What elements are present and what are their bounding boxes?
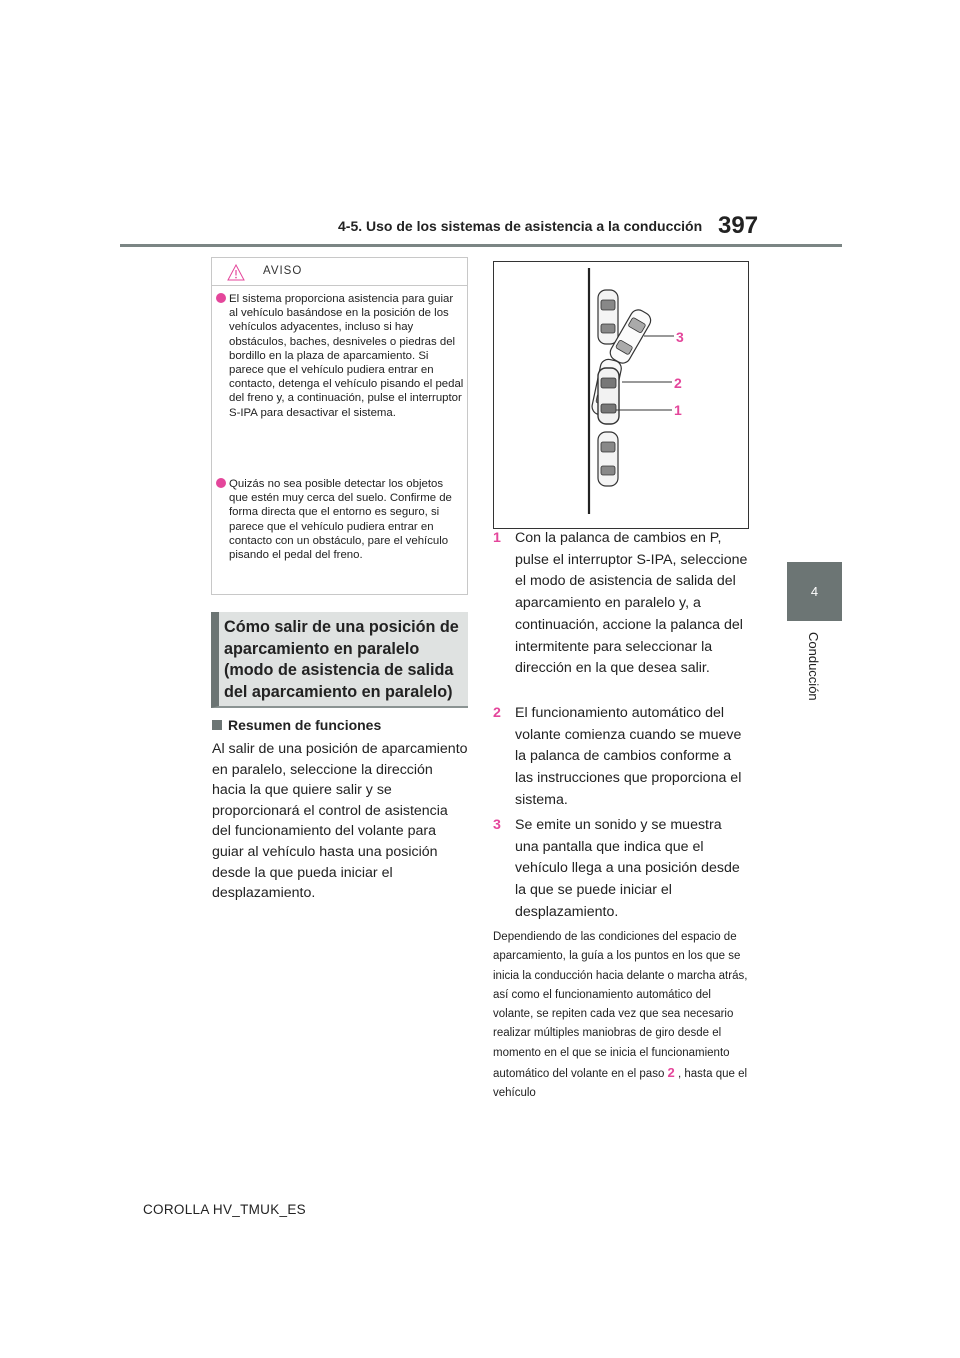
step-number: 1 <box>493 530 501 546</box>
warning-title: AVISO <box>263 265 303 277</box>
vehicle-position-1 <box>598 368 619 424</box>
summary-paragraph: Al salir de una posición de aparcamiento en paralelo, seleccione la dirección hacia la que quiere salir y se proporcionará el control de asistencia del funcionamiento del volante para guiar al vehículo hasta una posición desde la que pueda iniciar el desplazamiento. <box>212 741 468 902</box>
parking-diagram <box>494 262 748 528</box>
step-number: 2 <box>493 705 501 721</box>
callout-3: 3 <box>676 329 684 345</box>
bullet-icon <box>216 478 226 488</box>
section-heading: Cómo salir de una posición de aparcamiento en paralelo (modo de asistencia de salida del aparcamiento en paralelo) <box>224 618 459 701</box>
parked-car-front <box>598 290 618 344</box>
page-number: 397 <box>718 212 759 239</box>
step-2 <box>493 703 749 812</box>
step-text: El funcionamiento automático del volante comienza cuando se mueve la palanca de cambios conforme a las instrucciones que proporciona el sistema. <box>515 705 742 808</box>
parking-illustration <box>493 261 749 529</box>
step-1 <box>493 528 749 680</box>
bullet-icon <box>216 293 226 303</box>
warning-item-text: Quizás no sea posible detectar los objetos que estén muy cerca del suelo. Confirme de forma directa que el entorno es seguro, si parece que el vehículo pudiera entrar en contacto con un obstáculo, pare el vehículo pisando el pedal del freno. <box>229 478 452 562</box>
note-paragraph <box>493 928 749 1104</box>
chapter-label: Conducción <box>806 632 821 701</box>
note-text-end: , hasta que el vehículo <box>493 1068 748 1100</box>
warning-triangle-icon <box>227 264 245 281</box>
summary-title: Resumen de funciones <box>228 717 382 733</box>
note-text: Dependiendo de las condiciones del espacio de aparcamiento, la guía a los puntos en los que se inicia la conducción hacia delante o marcha atrás, así como el funcionamiento automático del volante, se repiten cada vez que sea necesario realizar múltiples maniobras de giro desde el momento en el que se inicia el funcionamiento automático del volante en el paso <box>493 931 748 1081</box>
footer-model: COROLLA HV_TMUK_ES <box>143 1202 306 1217</box>
step-text: Se emite un sonido y se muestra una pantalla que indica que el vehículo llega a una posición desde la que se puede iniciar el desplazamiento. <box>515 817 740 920</box>
section-title: 4-5. Uso de los sistemas de asistencia a la conducción <box>338 218 703 234</box>
header-rule <box>120 244 842 247</box>
callout-1: 1 <box>674 402 682 418</box>
callout-2: 2 <box>674 375 682 391</box>
step-3 <box>493 815 749 924</box>
warning-separator <box>211 285 468 286</box>
step-text: Con la palanca de cambios en P, pulse el interruptor S-IPA, seleccione el modo de asistencia de salida del aparcamiento en paralelo y, a continuación, accione la palanca del intermitente para seleccionar la dirección en la que desea salir. <box>515 530 748 677</box>
summary-heading <box>212 717 381 733</box>
chapter-tab: 4 <box>787 562 842 621</box>
warning-item <box>216 477 464 562</box>
step-number: 3 <box>493 817 501 833</box>
note-step-ref: 2 <box>667 1065 675 1081</box>
warning-item-text: El sistema proporciona asistencia para guiar al vehículo basándose en la posición de los vehículos adyacentes, incluso si hay obstáculos, baches, desniveles o piedras del bordillo en la plaza de aparcamiento. Si parece que el vehículo pudiera entrar en contacto, detenga el vehículo pisando el pedal del freno y, a continuación, pulse el interruptor S-IPA para desactivar el sistema. <box>229 293 464 419</box>
square-bullet-icon <box>212 720 222 730</box>
warning-item <box>216 292 464 420</box>
parked-car-rear <box>598 432 618 486</box>
